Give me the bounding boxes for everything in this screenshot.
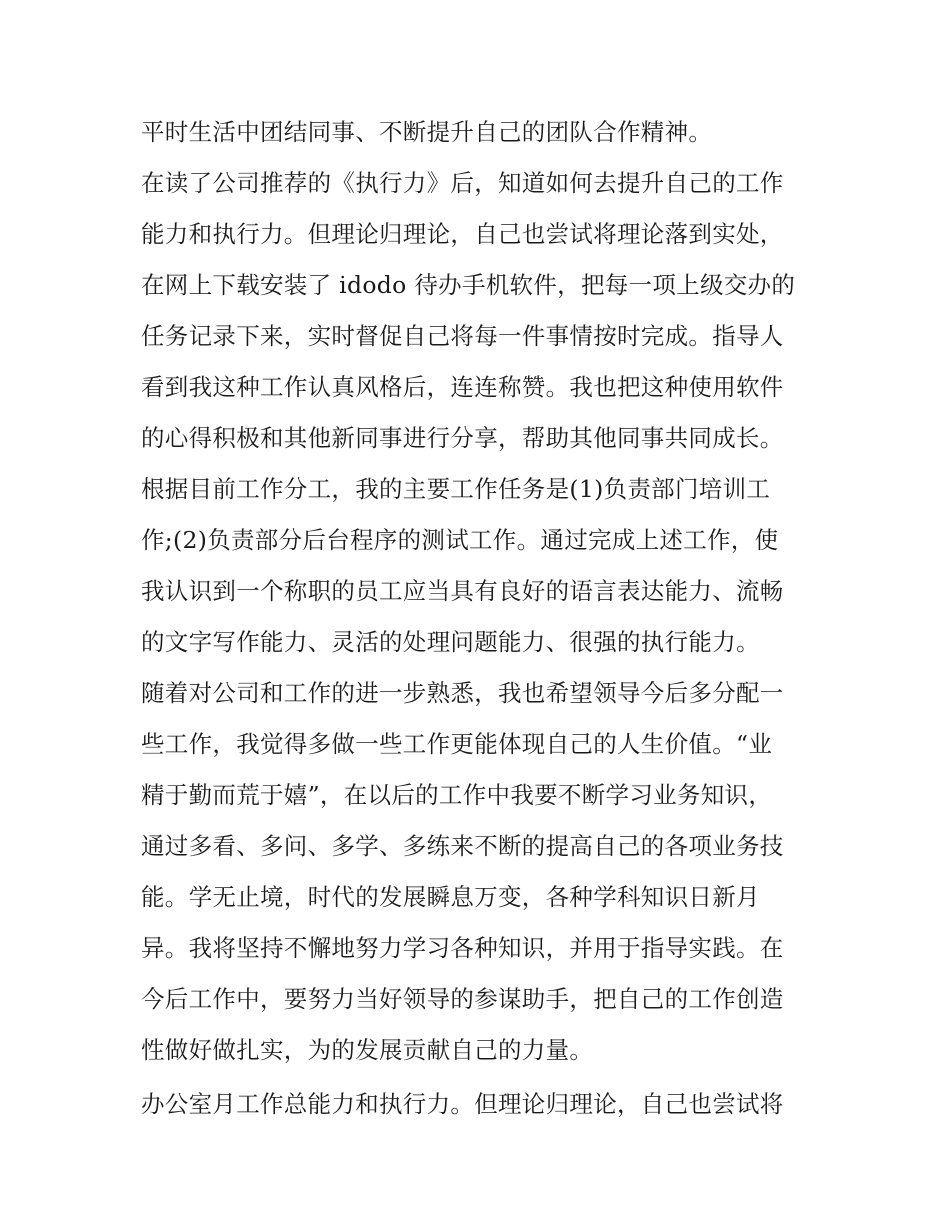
text-line: 在网上下载安装了 idodo 待办手机软件，把每一项上级交办的 — [141, 271, 796, 299]
text-line: 能力和执行力。但理论归理论，自己也尝试将理论落到实处， — [141, 220, 784, 248]
text-line: 通过多看、多问、多学、多练来不断的提高自己的各项业务技 — [141, 832, 784, 860]
text-line: 办公室月工作总能力和执行力。但理论归理论，自己也尝试将 — [141, 1090, 784, 1118]
text-line: 精于勤而荒于嬉”，在以后的工作中我要不断学习业务知识， — [141, 781, 773, 809]
text-line: 我认识到一个称职的员工应当具有良好的语言表达能力、流畅 — [141, 577, 784, 605]
text-line: 在读了公司推荐的《执行力》后，知道如何去提升自己的工作 — [141, 169, 784, 197]
text-line: 今后工作中，要努力当好领导的参谋助手，把自己的工作创造 — [141, 985, 784, 1013]
text-line: 些工作，我觉得多做一些工作更能体现自己的人生价值。“业 — [141, 730, 773, 758]
text-line: 任务记录下来，实时督促自己将每一件事情按时完成。指导人 — [141, 322, 784, 350]
paragraph-2 — [141, 158, 821, 464]
paragraph-5 — [141, 1079, 821, 1130]
paragraph-1 — [141, 107, 821, 158]
text-line: 看到我这种工作认真风格后，连连称赞。我也把这种使用软件 — [141, 373, 784, 401]
text-line: 的心得积极和其他新同事进行分享，帮助其他同事共同成长。 — [141, 424, 784, 452]
paragraph-3 — [141, 464, 821, 668]
text-line: 根据目前工作分工，我的主要工作任务是(1)负责部门培训工 — [141, 475, 771, 503]
text-line: 随着对公司和工作的进一步熟悉，我也希望领导今后多分配一 — [141, 679, 784, 707]
paragraph-4 — [141, 668, 821, 1076]
text-line: 能。学无止境，时代的发展瞬息万变，各种学科知识日新月 — [141, 883, 760, 911]
text-line: 的文字写作能力、灵活的处理问题能力、很强的执行能力。 — [141, 628, 760, 656]
text-line: 平时生活中团结同事、不断提升自己的团队合作精神。 — [141, 118, 713, 146]
text-line: 性做好做扎实，为的发展贡献自己的力量。 — [141, 1036, 594, 1064]
text-line: 异。我将坚持不懈地努力学习各种知识，并用于指导实践。在 — [141, 934, 784, 962]
document-body — [141, 107, 821, 1130]
text-line: 作;(2)负责部分后台程序的测试工作。通过完成上述工作，使 — [141, 526, 779, 554]
